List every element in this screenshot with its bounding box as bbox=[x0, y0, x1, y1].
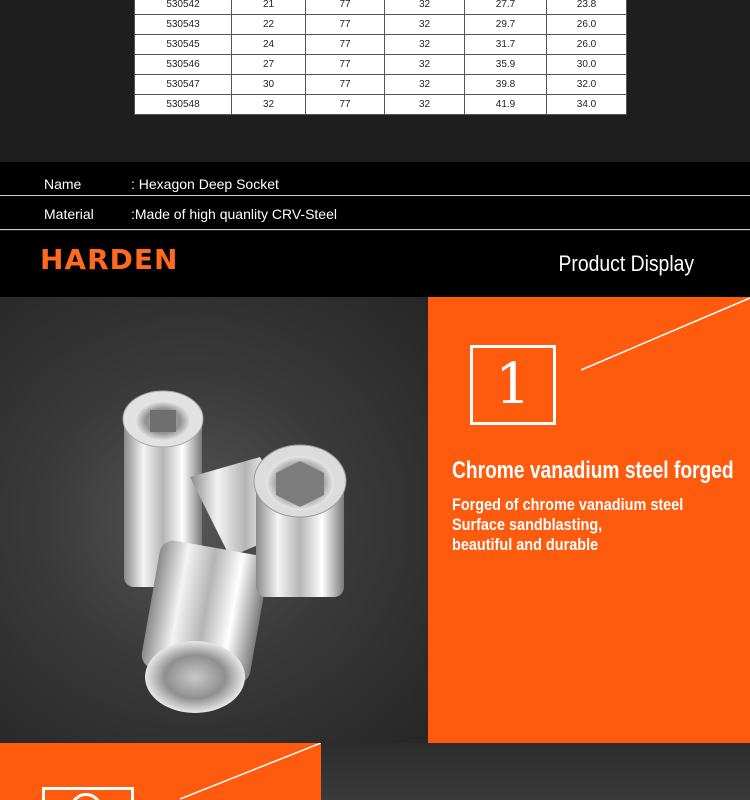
table-cell: 530548 bbox=[135, 95, 232, 115]
material-value: :Made of high quanlity CRV-Steel bbox=[131, 206, 337, 222]
table-cell: 77 bbox=[306, 95, 385, 115]
table-row bbox=[135, 35, 627, 55]
feature-line: Forged of chrome vanadium steel bbox=[452, 495, 684, 514]
info-row-material bbox=[0, 198, 750, 231]
table-cell: 32 bbox=[385, 15, 465, 35]
feature-title: Chrome vanadium steel forged bbox=[452, 457, 734, 484]
spec-section bbox=[0, 0, 750, 162]
table-cell: 530546 bbox=[135, 55, 232, 75]
feature-line: Surface sandblasting, bbox=[452, 515, 603, 534]
table-row bbox=[135, 15, 627, 35]
table-cell: 530542 bbox=[135, 0, 232, 15]
feature-description bbox=[452, 495, 683, 555]
product-photo bbox=[0, 297, 428, 743]
table-cell: 30 bbox=[232, 75, 306, 95]
table-cell: 41.9 bbox=[465, 95, 547, 115]
socket-illustration bbox=[0, 297, 428, 743]
table-cell: 32 bbox=[232, 95, 306, 115]
table-cell: 77 bbox=[306, 15, 385, 35]
next-product-photo bbox=[321, 743, 750, 800]
table-row bbox=[135, 0, 627, 15]
table-cell: 21 bbox=[232, 0, 306, 15]
slash-line bbox=[180, 743, 321, 800]
slash-line bbox=[581, 297, 750, 372]
table-cell: 77 bbox=[306, 0, 385, 15]
name-label: Name bbox=[44, 176, 82, 192]
table-cell: 31.7 bbox=[465, 35, 547, 55]
product-info bbox=[0, 162, 750, 230]
table-cell: 26.0 bbox=[547, 15, 627, 35]
table-cell: 26.0 bbox=[547, 35, 627, 55]
harden-logo: HARDEN bbox=[40, 243, 179, 276]
table-cell: 77 bbox=[306, 55, 385, 75]
table-cell: 27.7 bbox=[465, 0, 547, 15]
brand-bar bbox=[0, 231, 750, 297]
material-label: Material bbox=[44, 206, 94, 222]
next-feature-panel bbox=[0, 743, 321, 800]
table-cell: 30.0 bbox=[547, 55, 627, 75]
divider bbox=[0, 229, 750, 230]
section-title: Product Display bbox=[558, 251, 694, 276]
table-cell: 530543 bbox=[135, 15, 232, 35]
table-cell: 32 bbox=[385, 55, 465, 75]
table-cell: 32 bbox=[385, 35, 465, 55]
table-cell: 530547 bbox=[135, 75, 232, 95]
table-cell: 29.7 bbox=[465, 15, 547, 35]
divider bbox=[0, 195, 750, 196]
name-value: : Hexagon Deep Socket bbox=[131, 176, 279, 192]
feature-panel bbox=[428, 297, 750, 743]
table-cell: 34.0 bbox=[547, 95, 627, 115]
table-cell: 32 bbox=[385, 75, 465, 95]
table-cell: 24 bbox=[232, 35, 306, 55]
table-row bbox=[135, 55, 627, 75]
info-row-name bbox=[0, 168, 750, 201]
table-cell: 32 bbox=[385, 95, 465, 115]
table-cell: 530545 bbox=[135, 35, 232, 55]
table-row bbox=[135, 75, 627, 95]
table-cell: 39.8 bbox=[465, 75, 547, 95]
table-cell: 32.0 bbox=[547, 75, 627, 95]
table-cell: 32 bbox=[385, 0, 465, 15]
feature-number: 1 bbox=[470, 345, 556, 425]
large-socket bbox=[254, 445, 346, 597]
spec-table bbox=[134, 0, 627, 115]
table-row bbox=[135, 95, 627, 115]
table-cell: 35.9 bbox=[465, 55, 547, 75]
feature-line: beautiful and durable bbox=[452, 535, 599, 554]
table-cell: 22 bbox=[232, 15, 306, 35]
table-cell: 77 bbox=[306, 35, 385, 55]
table-cell: 77 bbox=[306, 75, 385, 95]
table-cell: 27 bbox=[232, 55, 306, 75]
table-cell: 23.8 bbox=[547, 0, 627, 15]
